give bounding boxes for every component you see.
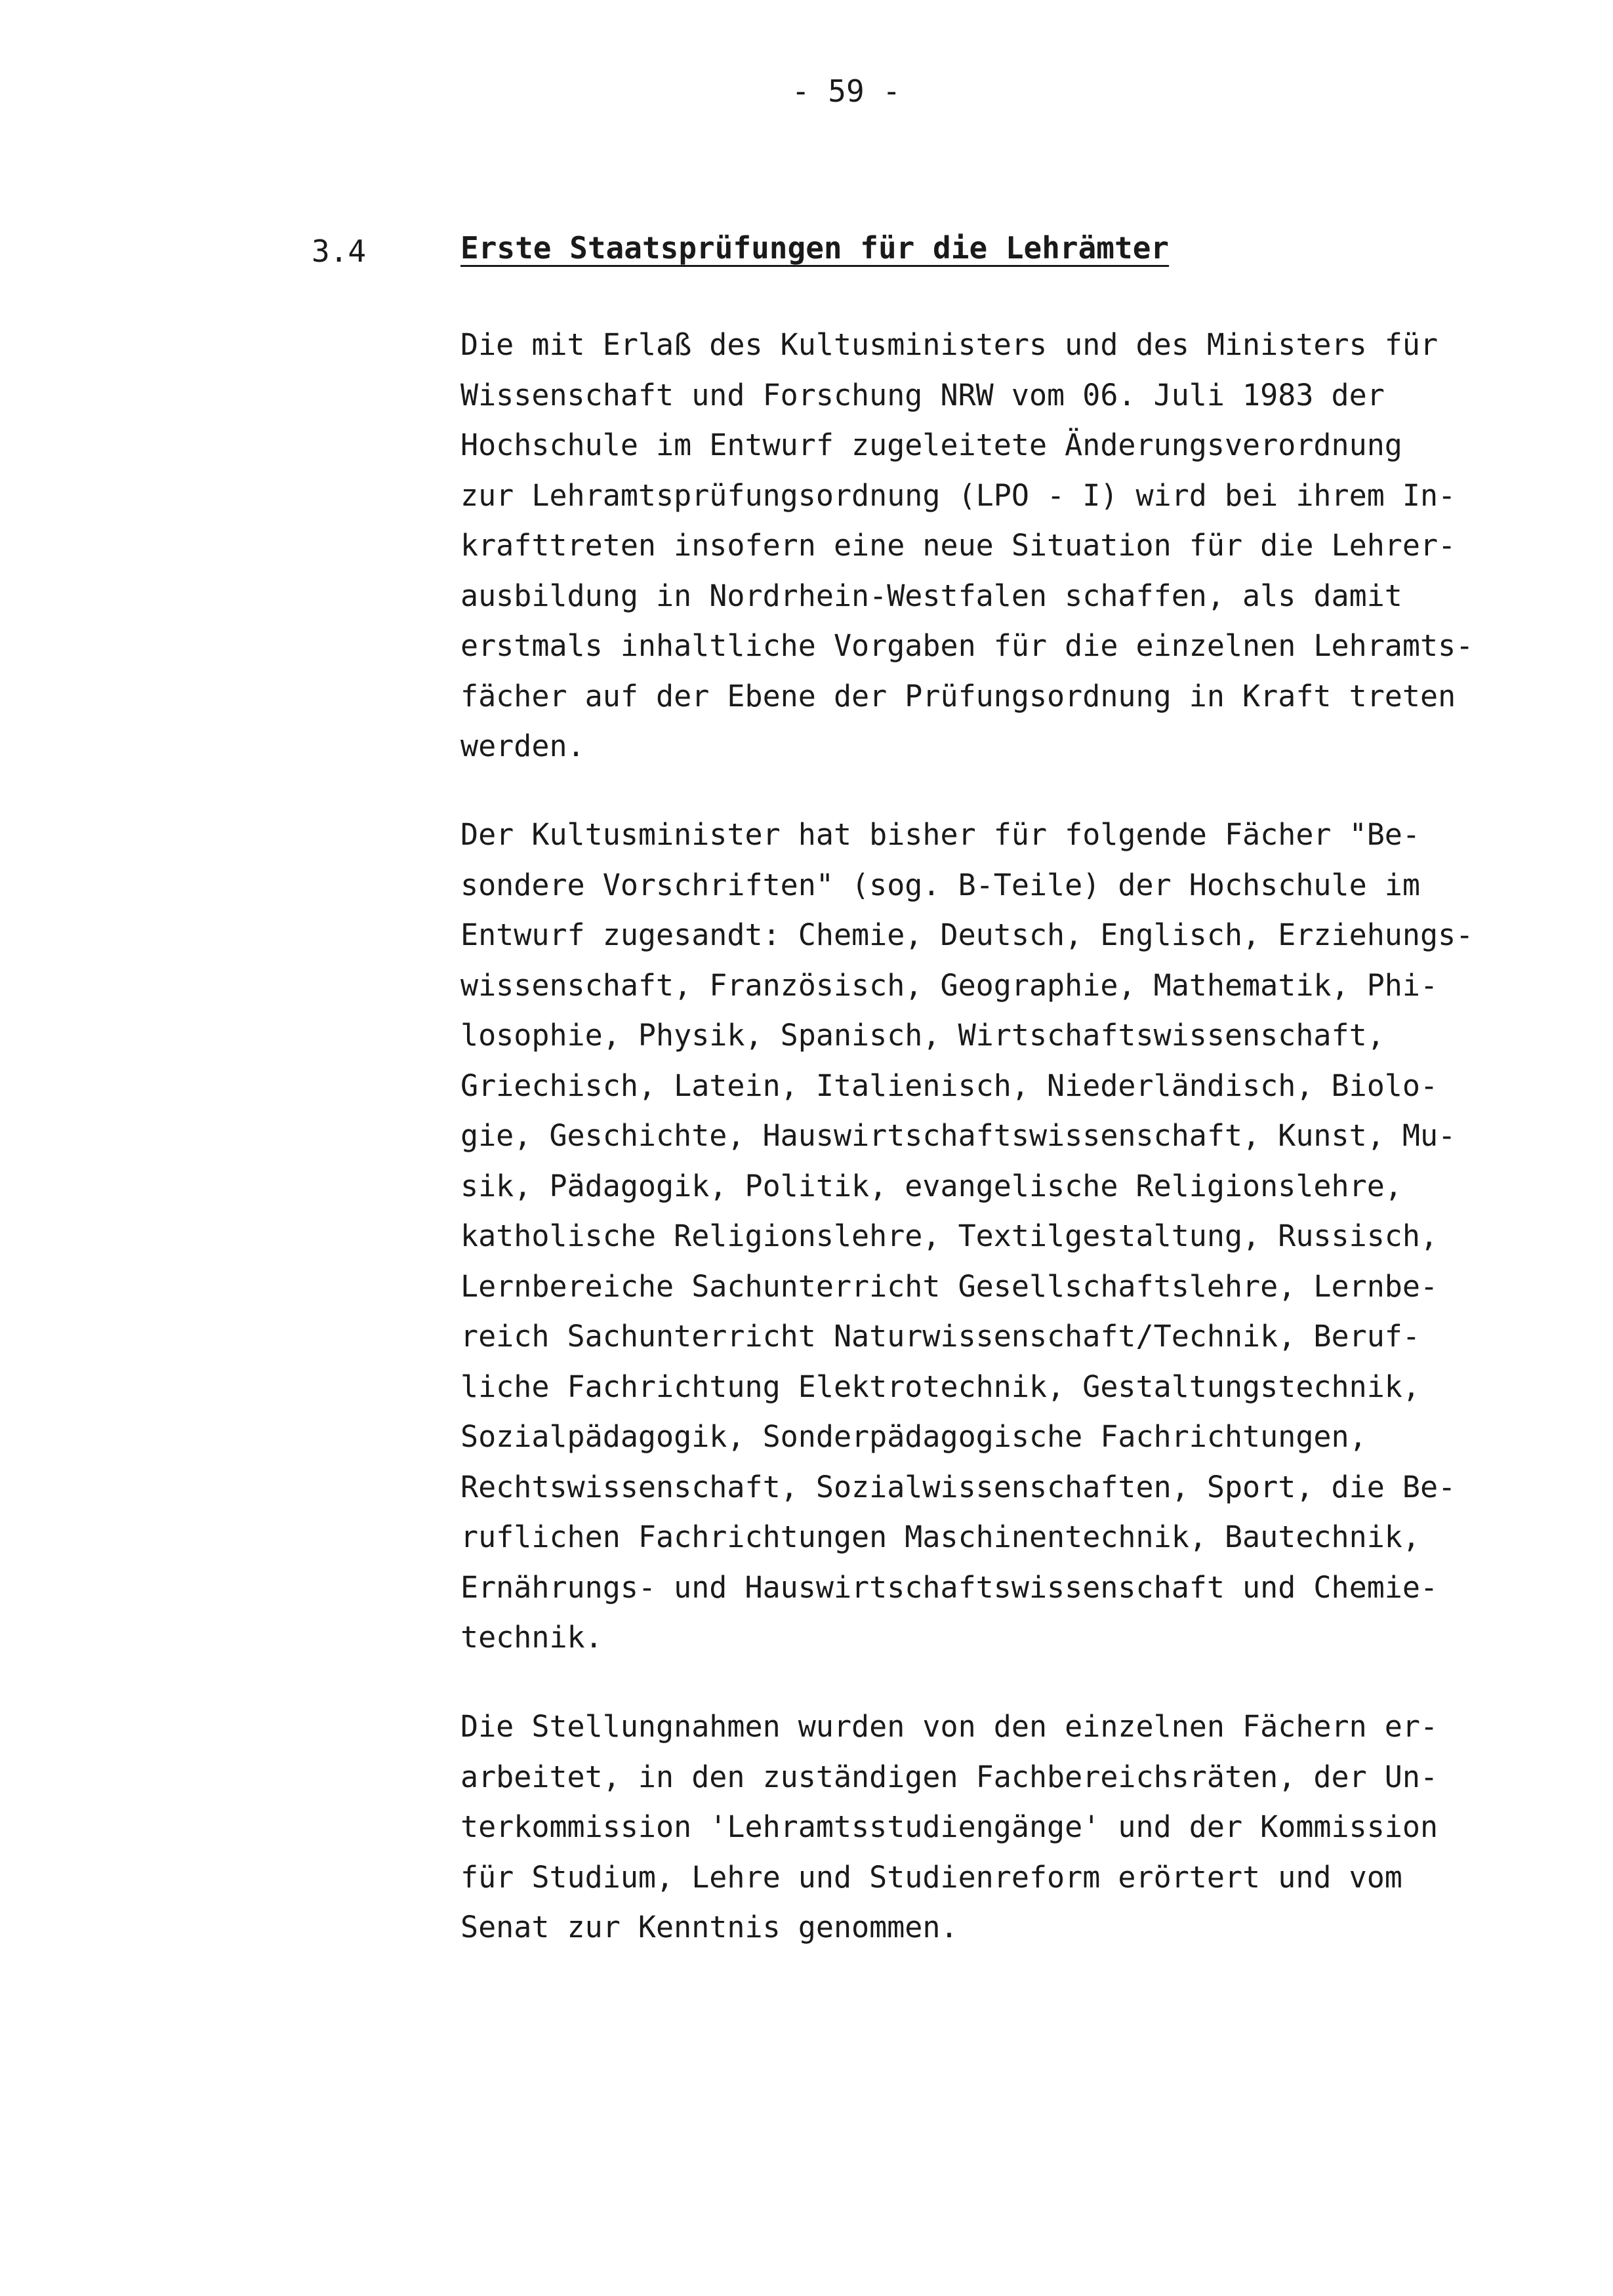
text-line: Hochschule im Entwurf zugeleitete Änderungsverordnung bbox=[460, 428, 1402, 462]
text-line: reich Sachunterricht Naturwissenschaft/Technik, Beruf- bbox=[460, 1319, 1420, 1354]
text-line: ruflichen Fachrichtungen Maschinentechnik, Bautechnik, bbox=[460, 1520, 1420, 1554]
paragraph-1 bbox=[460, 320, 1474, 772]
text-line: wissenschaft, Französisch, Geographie, Mathematik, Phi- bbox=[460, 967, 1439, 1003]
section-title: Erste Staatsprüfungen für die Lehrämter bbox=[460, 230, 1170, 266]
text-line: gie, Geschichte, Hauswirtschaftswissenschaft, Kunst, Mu- bbox=[460, 1118, 1456, 1153]
text-line: Die Stellungnahmen wurden von den einzelnen Fächern er- bbox=[460, 1709, 1439, 1744]
text-line: werden. bbox=[460, 729, 585, 763]
text-line: Senat zur Kenntnis genommen. bbox=[460, 1910, 958, 1944]
paragraph-3 bbox=[460, 1702, 1439, 1953]
text-line: technik. bbox=[460, 1620, 603, 1655]
text-line: Griechisch, Latein, Italienisch, Niederländisch, Biolo- bbox=[460, 1068, 1439, 1103]
text-line: terkommission 'Lehramtsstudiengänge' und der Kommission bbox=[460, 1809, 1439, 1844]
section-number: 3.4 bbox=[312, 233, 367, 269]
text-line: Der Kultusminister hat bisher für folgende Fächer "Be- bbox=[460, 817, 1420, 852]
text-line: losophie, Physik, Spanisch, Wirtschaftswissenschaft, bbox=[460, 1018, 1385, 1053]
text-line: zur Lehramtsprüfungsordnung (LPO - I) wird bei ihrem In- bbox=[460, 477, 1456, 513]
text-line: sondere Vorschriften" (sog. B-Teile) der Hochschule im bbox=[460, 867, 1420, 902]
text-line: Sozialpädagogik, Sonderpädagogische Fachrichtungen, bbox=[460, 1419, 1367, 1454]
text-line: Entwurf zugesandt: Chemie, Deutsch, Englisch, Erziehungs- bbox=[460, 917, 1474, 952]
text-line: arbeitet, in den zuständigen Fachbereichsräten, der Un- bbox=[460, 1759, 1439, 1794]
text-line: Ernährungs- und Hauswirtschaftswissenschaft und Chemie- bbox=[460, 1569, 1439, 1605]
text-line: sik, Pädagogik, Politik, evangelische Religionslehre, bbox=[460, 1168, 1402, 1203]
text-line: Wissenschaft und Forschung NRW vom 06. Juli 1983 der bbox=[460, 377, 1385, 413]
text-line: fächer auf der Ebene der Prüfungsordnung in Kraft treten bbox=[460, 678, 1456, 714]
text-line: Die mit Erlaß des Kultusministers und des Ministers für bbox=[460, 327, 1439, 362]
text-line: Rechtswissenschaft, Sozialwissenschaften, Sport, die Be- bbox=[460, 1469, 1456, 1504]
text-line: für Studium, Lehre und Studienreform erörtert und vom bbox=[460, 1859, 1402, 1895]
text-line: krafttreten insofern eine neue Situation für die Lehrer- bbox=[460, 528, 1456, 563]
text-line: ausbildung in Nordrhein-Westfalen schaffen, als damit bbox=[460, 578, 1402, 613]
text-line: Lernbereiche Sachunterricht Gesellschaftslehre, Lernbe- bbox=[460, 1268, 1439, 1304]
text-line: katholische Religionslehre, Textilgestaltung, Russisch, bbox=[460, 1218, 1439, 1253]
text-line: erstmals inhaltliche Vorgaben für die einzelnen Lehramts- bbox=[460, 628, 1474, 663]
page-number: - 59 - bbox=[791, 73, 901, 109]
paragraph-2 bbox=[460, 810, 1474, 1663]
text-line: liche Fachrichtung Elektrotechnik, Gestaltungstechnik, bbox=[460, 1369, 1420, 1404]
